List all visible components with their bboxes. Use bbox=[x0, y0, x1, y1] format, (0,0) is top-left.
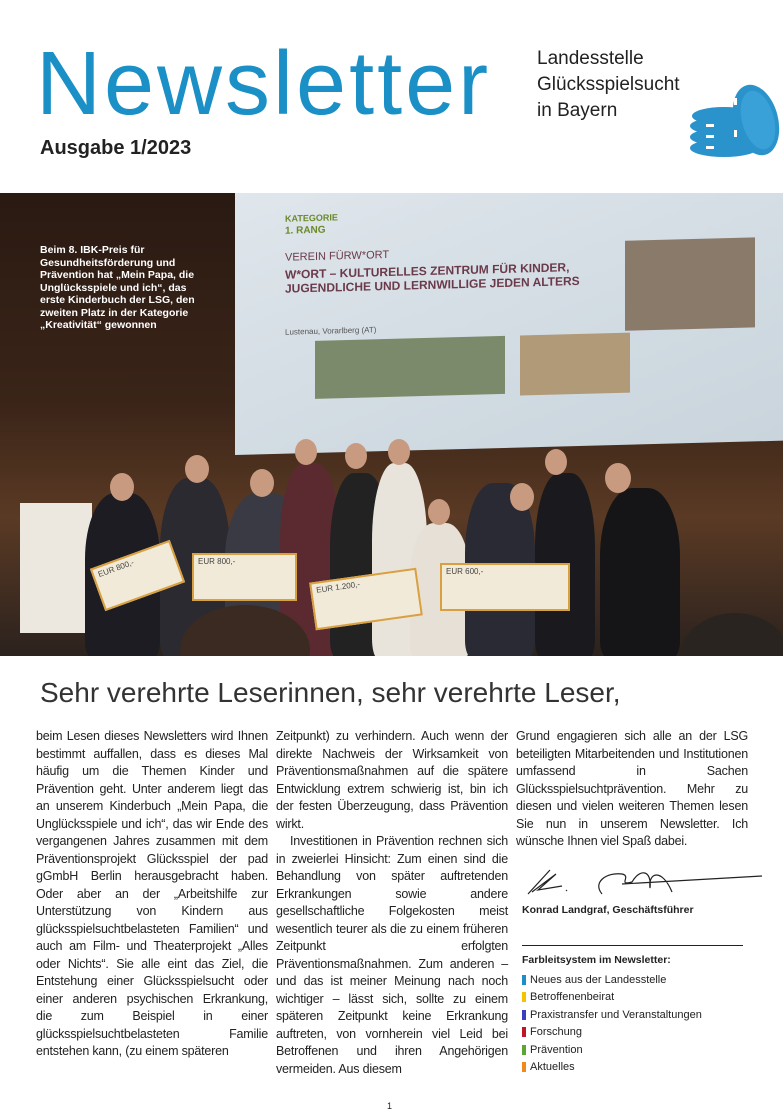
brand-line: Landesstelle bbox=[537, 48, 644, 69]
paragraph: Grund engagieren sich alle an der LSG beteiligten Mitarbeitenden und Institutionen umfassend in Sachen Glücksspielsuchtprävention. Mehr zu diesen und vielen weiteren Themen lesen Sie nun in unserem Newsletter. Ich wünsche Ihnen viel Spaß dabei. bbox=[516, 729, 748, 848]
legend-item bbox=[522, 1026, 582, 1038]
lectern-banner bbox=[20, 503, 92, 633]
legend-label: Neues aus der Landesstelle bbox=[530, 974, 667, 986]
color-swatch-icon bbox=[522, 1027, 526, 1037]
legend-item bbox=[522, 1009, 702, 1021]
brand-line: in Bayern bbox=[537, 100, 618, 121]
prize-check: EUR 600,- bbox=[440, 563, 570, 611]
page-number: 1 bbox=[387, 1101, 393, 1111]
audience-head bbox=[680, 613, 783, 656]
prize-check: EUR 800,- bbox=[90, 540, 185, 611]
screen-category: KATEGORIE bbox=[285, 212, 338, 224]
article-column-3 bbox=[516, 728, 748, 851]
legend-item bbox=[522, 1061, 575, 1073]
article-headline: Sehr verehrte Leserinnen, sehr verehrte Leser, bbox=[40, 677, 621, 708]
prize-check: EUR 1.200,- bbox=[309, 568, 423, 631]
screen-place: Lustenau, Vorarlberg (AT) bbox=[285, 325, 377, 337]
legend-item bbox=[522, 974, 666, 986]
screen-photo bbox=[625, 237, 755, 330]
legend-label: Prävention bbox=[530, 1043, 583, 1056]
screen-headline: W*ORT – KULTURELLES ZENTRUM FÜR KINDER, JUGENDLICHE UND LERNWILLIGE JEDEN ALTERS bbox=[285, 260, 580, 296]
legend-item bbox=[522, 991, 614, 1003]
projection-screen bbox=[235, 193, 783, 455]
color-swatch-icon bbox=[522, 1010, 526, 1020]
color-swatch-icon bbox=[522, 975, 526, 985]
signature-name: Konrad Landgraf, Geschäftsführer bbox=[522, 904, 694, 916]
brand-logo-text bbox=[537, 46, 680, 124]
legend-item bbox=[522, 1044, 583, 1056]
signature bbox=[522, 862, 762, 902]
screen-rank: 1. RANG bbox=[285, 224, 326, 237]
prize-check: EUR 800,- bbox=[192, 553, 297, 601]
color-swatch-icon bbox=[522, 992, 526, 1002]
paragraph: Investitionen in Prävention rechnen sich in zweierlei Hinsicht: Zum einen sind die Behandlung von später auftretenden Erkrankungen sowie andere gesellschaftliche Folgekosten meist wesentlich teurer als die zu einem früheren Zeitpunkt erfolgten Präventionsmaßnahmen. Zum anderen – und das ist meiner Meinung nach noch wichtiger – lässt sich, sollte zu einem späteren Zeitpunkt keine Erkrankung auftreten, von vornherein viel Leid bei Betroffenen und ihren Angehörigen vermeiden. Aus diesem bbox=[276, 834, 508, 1076]
screen-photo bbox=[315, 336, 505, 399]
screen-photo bbox=[520, 333, 630, 396]
legend-label: Praxistransfer und Veranstaltungen bbox=[530, 1008, 702, 1021]
legend-label: Aktuelles bbox=[530, 1061, 575, 1073]
brand-line: Glücksspielsucht bbox=[537, 74, 680, 95]
screen-org: VEREIN FÜRW*ORT bbox=[285, 248, 390, 264]
legend-title: Farbleitsystem im Newsletter: bbox=[522, 954, 671, 966]
paragraph: beim Lesen dieses Newsletters wird Ihnen bestimmt auffallen, dass es dieses Mal häufig um die Themen Kinder und Prävention geht. Unter anderem liegt das an unserem Kinderbuch „Mein Papa, die Unglücksspiele und ich“, das wir Ende des vergangenen Jahres zusammen mit dem Präventionsprojekt Glücksspiel der pad gGmbH Berlin herausgebracht haben. Oder aber an der „Arbeitshilfe zur Unterstützung von Kindern aus glücksspielsuchtbelasteten Familien“ und auch am Film- und Theaterprojekt „Alles oder Nichts“. Sie alle eint das Ziel, die Entstehung einer Glücksspielsucht oder einer anderen psychischen Erkrankung, die zum Beispiel in einer glücksspielsuchtbelasteten Familie entstehen kann, (zu einem späteren bbox=[36, 729, 268, 1058]
poker-chips-logo-icon bbox=[686, 80, 782, 162]
paragraph: Zeitpunkt) zu verhindern. Auch wenn der direkte Nachweis der Wirksamkeit von Präventionsmaßnahmen auf die spätere Entwicklung extrem schwierig ist, bin ich der festen Überzeugung, dass Prävention wirkt. bbox=[276, 729, 508, 831]
color-swatch-icon bbox=[522, 1062, 526, 1072]
newsletter-title: Newsletter bbox=[36, 34, 492, 134]
issue-label: Ausgabe 1/2023 bbox=[40, 137, 192, 159]
article-column-2 bbox=[276, 728, 508, 1078]
article-column-1 bbox=[36, 728, 268, 1061]
divider bbox=[522, 945, 743, 946]
photo-caption: Beim 8. IBK-Preis für Gesundheitsförderung und Prävention hat „Mein Papa, die Unglücksspiele und ich“, das erste Kinderbuch der LSG, den zweiten Platz in der Kategorie „Kreativität“ gewonnen bbox=[40, 244, 195, 331]
award-ceremony-photo bbox=[0, 193, 783, 656]
color-swatch-icon bbox=[522, 1045, 526, 1055]
legend-label: Betroffenenbeirat bbox=[530, 991, 615, 1004]
legend-label: Forschung bbox=[530, 1026, 582, 1039]
